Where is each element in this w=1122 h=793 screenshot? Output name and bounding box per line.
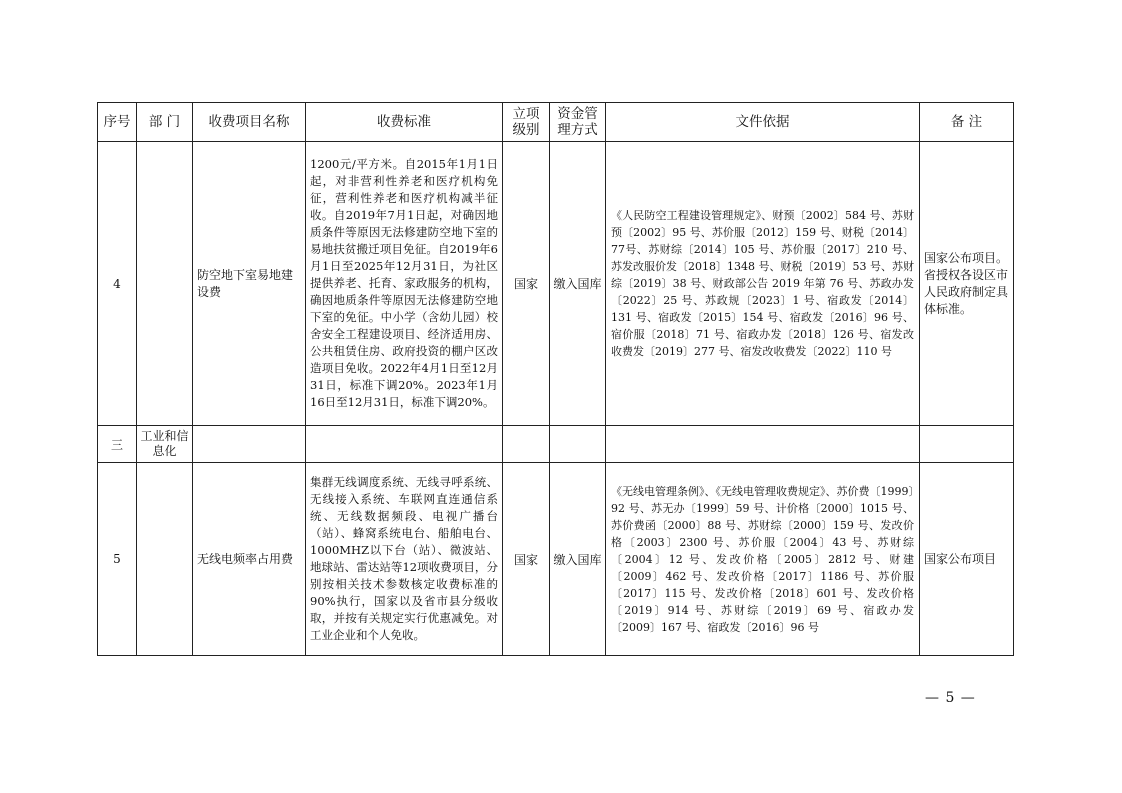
header-seq: 序号 bbox=[98, 103, 137, 142]
cell-remark: 国家公布项目。省授权各设区市人民政府制定具体标准。 bbox=[920, 142, 1014, 426]
cell-dept: 工业和信息化 bbox=[137, 426, 193, 463]
cell-level: 国家 bbox=[503, 463, 550, 656]
cell-remark: 国家公布项目 bbox=[920, 463, 1014, 656]
cell-basis: 《人民防空工程建设管理规定》、财预〔2002〕584 号、苏财预〔2002〕95 号、苏价服〔2012〕159 号、财税〔2014〕77号、苏财综〔2014〕105 号、苏价服〔2017〕210 号、苏发改服价发〔2018〕1348 号、财税〔2019〕53 号、苏财综〔2019〕38 号、财政部公告 2019 年第 76 号、苏政办发〔2022〕25 号、苏政规〔2023〕1 号、宿政发〔2014〕131 号、宿政发〔2015〕154 号、宿政发〔2016〕96 号、宿价服〔2018〕71 号、宿政办发〔2018〕126 号、宿发改收费发〔2019〕277 号、宿发改收费发〔2022〕110 号 bbox=[606, 142, 920, 426]
cell-dept bbox=[137, 142, 193, 426]
cell-item-name bbox=[193, 426, 306, 463]
section-row bbox=[98, 426, 1014, 463]
table-header-row bbox=[98, 103, 1014, 142]
header-remark: 备 注 bbox=[920, 103, 1014, 142]
cell-seq: 4 bbox=[98, 142, 137, 426]
cell-standard: 集群无线调度系统、无线寻呼系统、无线接入系统、车联网直连通信系统、无线数据频段、电视广播台（站）、蜂窝系统电台、船舶电台、1000MHZ以下台（站）、微波站、地球站、雷达站等12项收费项目，分别按相关技术参数核定收费标准的90%执行，国家以及省市县分级收取，并按有关规定实行优惠减免。对工业企业和个人免收。 bbox=[306, 463, 503, 656]
cell-seq: 三 bbox=[98, 426, 137, 463]
page-number: — 5 — bbox=[925, 690, 976, 706]
cell-seq: 5 bbox=[98, 463, 137, 656]
cell-remark bbox=[920, 426, 1014, 463]
header-level: 立项级别 bbox=[503, 103, 550, 142]
cell-fund-mgmt bbox=[550, 426, 606, 463]
cell-item-name: 无线电频率占用费 bbox=[193, 463, 306, 656]
header-basis: 文件依据 bbox=[606, 103, 920, 142]
cell-item-name: 防空地下室易地建设费 bbox=[193, 142, 306, 426]
cell-fund-mgmt: 缴入国库 bbox=[550, 142, 606, 426]
table-row bbox=[98, 463, 1014, 656]
table-row bbox=[98, 142, 1014, 426]
cell-basis: 《无线电管理条例》、《无线电管理收费规定》、苏价费〔1999〕92 号、苏无办〔1999〕59 号、计价格〔2000〕1015 号、苏价费函〔2000〕88 号、苏财综〔2000〕159 号、发改价格〔2003〕2300 号、苏价服〔2004〕43 号、苏财综〔2004〕12 号、发改价格〔2005〕2812 号、财建〔2009〕462 号、发改价格〔2017〕1186 号、苏价服〔2017〕115 号、发改价格〔2018〕601 号、发改价格〔2019〕914 号、苏财综〔2019〕69 号、宿政办发〔2009〕167 号、宿政发〔2016〕96 号 bbox=[606, 463, 920, 656]
fee-table bbox=[97, 102, 1014, 656]
cell-standard bbox=[306, 426, 503, 463]
cell-level bbox=[503, 426, 550, 463]
cell-standard: 1200元/平方米。自2015年1月1日起，对非营利性养老和医疗机构免征，营利性养老和医疗机构减半征收。自2019年7月1日起，对确因地质条件等原因无法修建防空地下室的易地扶贫搬迁项目免征。自2019年6月1日至2025年12月31日，为社区提供养老、托育、家政服务的机构，确因地质条件等原因无法修建防空地下室的免征。中小学（含幼儿园）校舍安全工程建设项目、经济适用房、公共租赁住房、政府投资的棚户区改造项目免收。2022年4月1日至12月31日，标准下调20%。2023年1月16日至12月31日，标准下调20%。 bbox=[306, 142, 503, 426]
header-fund-mgmt: 资金管理方式 bbox=[550, 103, 606, 142]
header-standard: 收费标准 bbox=[306, 103, 503, 142]
header-dept: 部 门 bbox=[137, 103, 193, 142]
cell-dept bbox=[137, 463, 193, 656]
cell-basis bbox=[606, 426, 920, 463]
header-item-name: 收费项目名称 bbox=[193, 103, 306, 142]
cell-fund-mgmt: 缴入国库 bbox=[550, 463, 606, 656]
cell-level: 国家 bbox=[503, 142, 550, 426]
